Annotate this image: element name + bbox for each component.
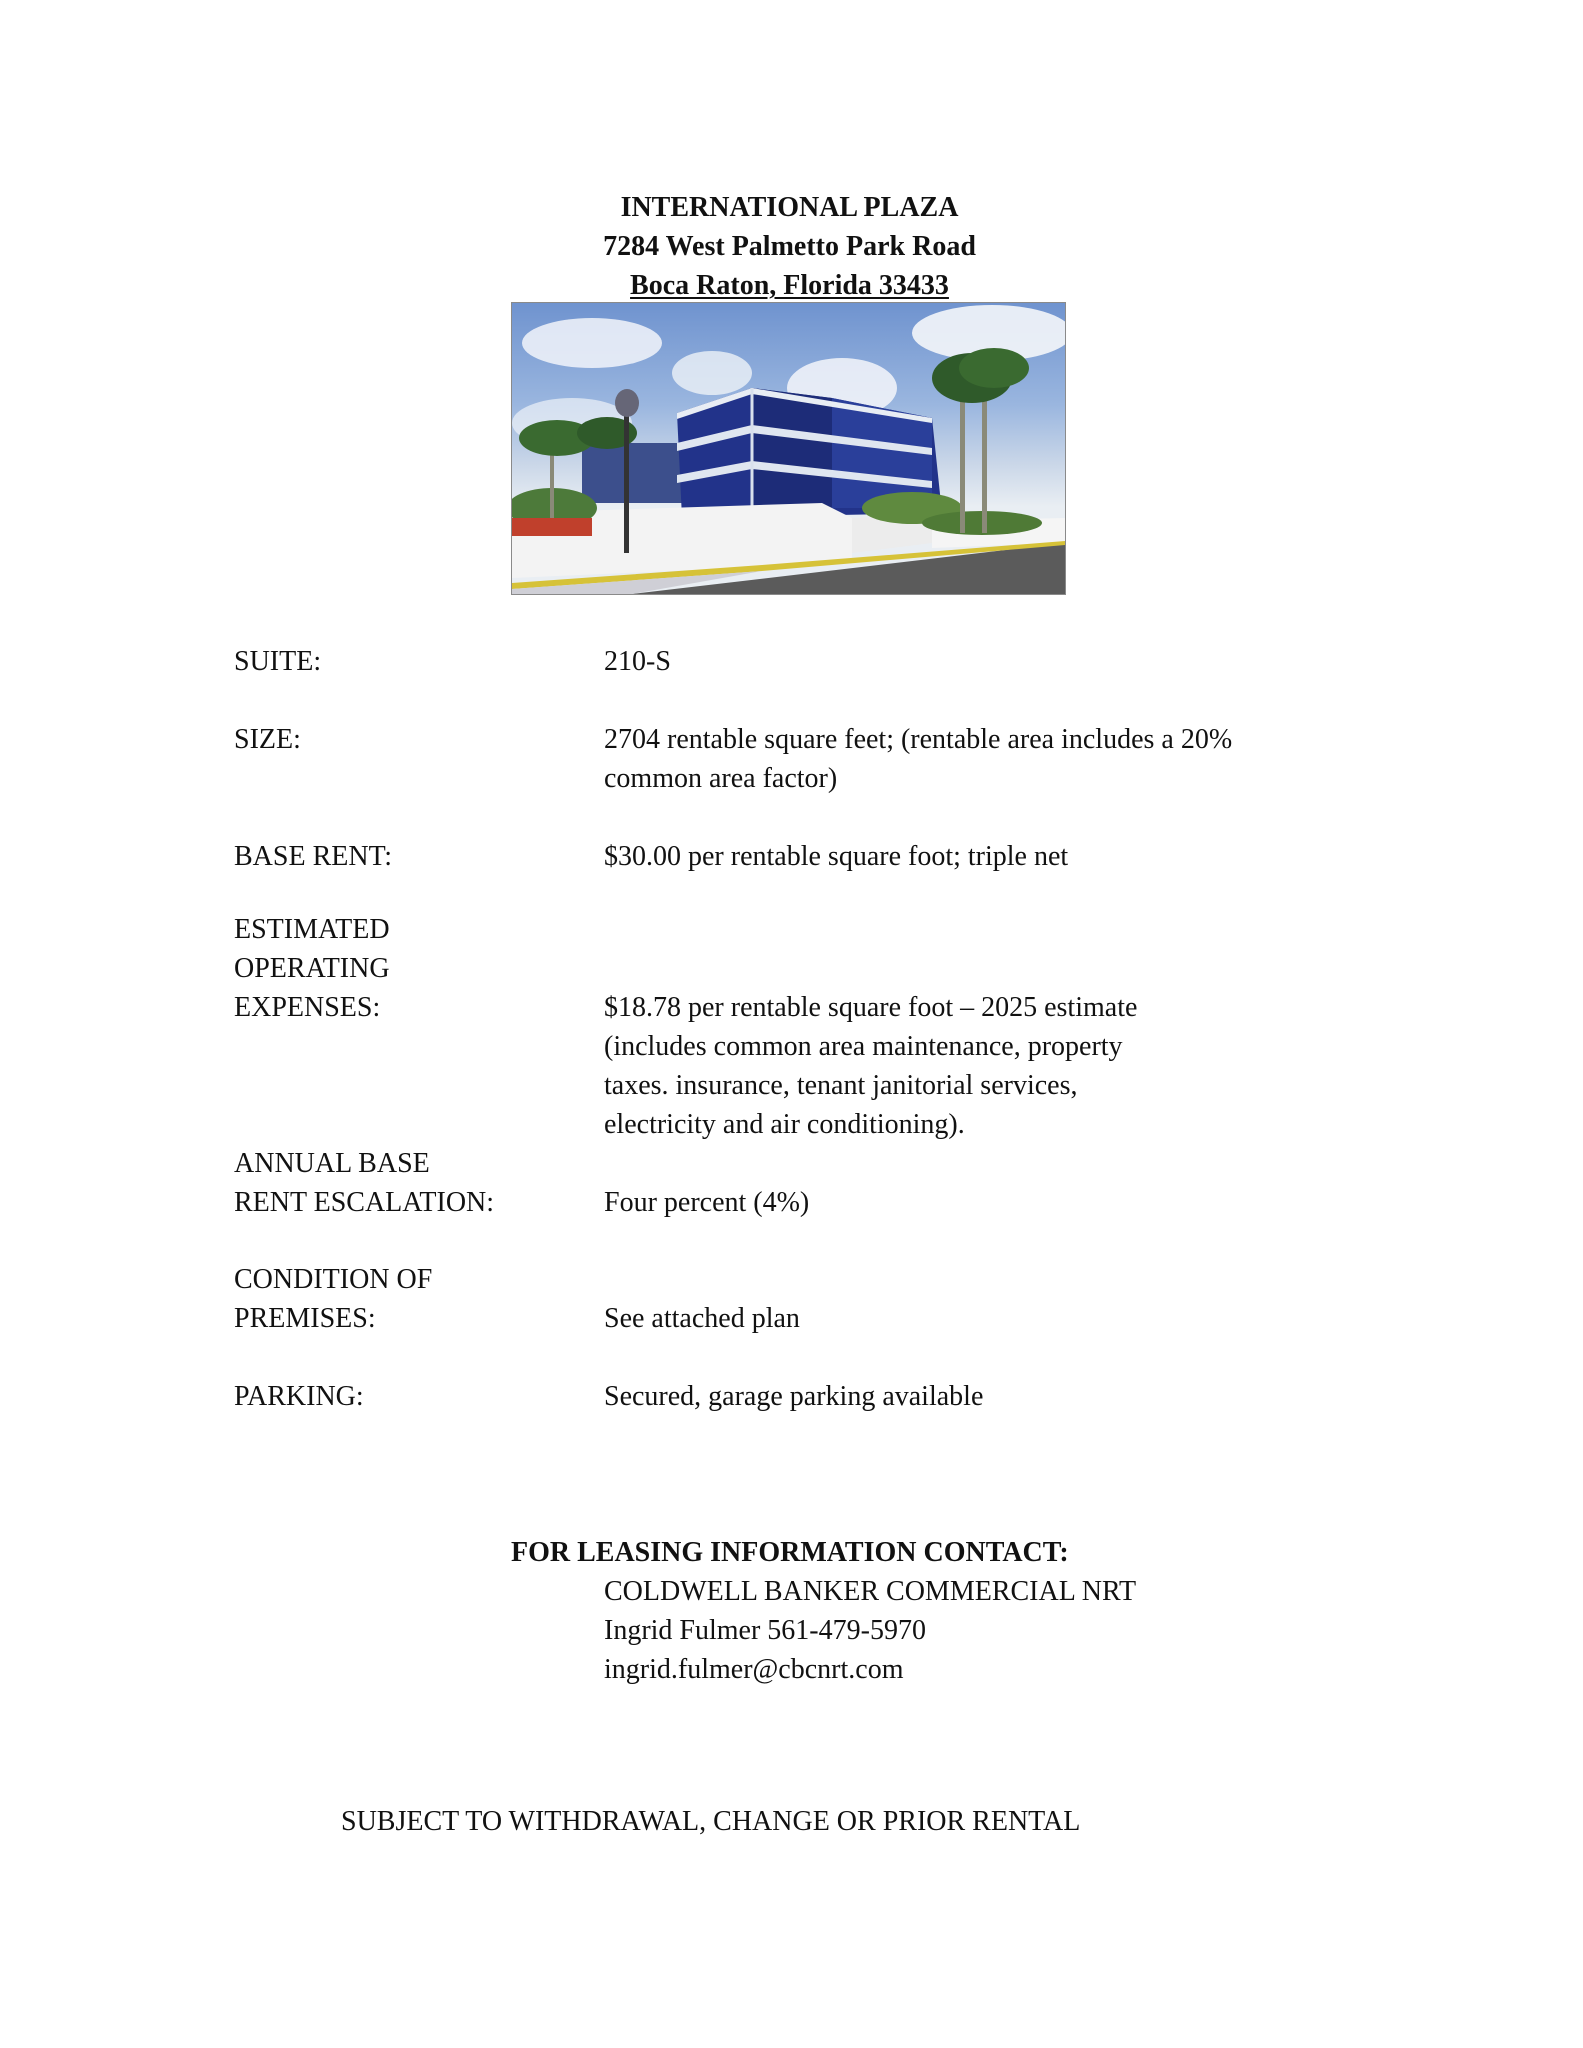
condition-value: See attached plan	[604, 1303, 800, 1334]
operating-expenses-value-line-3: taxes. insurance, tenant janitorial services,	[604, 1070, 1078, 1101]
property-header	[0, 188, 1579, 305]
base-rent-value: $30.00 per rentable square foot; triple net	[604, 841, 1069, 872]
operating-expenses-label-line-1: ESTIMATED	[234, 914, 390, 945]
property-title: INTERNATIONAL PLAZA	[620, 192, 959, 223]
condition-label-line-1: CONDITION OF	[234, 1264, 433, 1295]
property-city-line: Boca Raton, Florida 33433	[630, 270, 949, 301]
building-photo	[511, 302, 1066, 595]
size-value-line-2: common area factor)	[604, 763, 838, 794]
escalation-label-line-2: RENT ESCALATION:	[234, 1187, 495, 1218]
base-rent-label: BASE RENT:	[234, 841, 393, 872]
contact-heading: FOR LEASING INFORMATION CONTACT:	[511, 1537, 1069, 1568]
parking-value: Secured, garage parking available	[604, 1381, 984, 1412]
disclaimer: SUBJECT TO WITHDRAWAL, CHANGE OR PRIOR RENTAL	[341, 1806, 1081, 1837]
suite-label: SUITE:	[234, 646, 322, 677]
parking-label: PARKING:	[234, 1381, 364, 1412]
operating-expenses-value-line-4: electricity and air conditioning).	[604, 1109, 965, 1140]
condition-label-line-2: PREMISES:	[234, 1303, 376, 1334]
contact-agent: Ingrid Fulmer 561-479-5970	[604, 1615, 926, 1646]
operating-expenses-value-line-2: (includes common area maintenance, property	[604, 1031, 1123, 1062]
size-value-line-1: 2704 rentable square feet; (rentable area includes a 20%	[604, 724, 1233, 755]
size-label: SIZE:	[234, 724, 301, 755]
contact-email[interactable]: ingrid.fulmer@cbcnrt.com	[604, 1654, 904, 1685]
operating-expenses-label-line-3: EXPENSES:	[234, 992, 381, 1023]
operating-expenses-value-line-1: $18.78 per rentable square foot – 2025 estimate	[604, 992, 1138, 1023]
contact-company: COLDWELL BANKER COMMERCIAL NRT	[604, 1576, 1137, 1607]
suite-value: 210-S	[604, 646, 671, 677]
escalation-value: Four percent (4%)	[604, 1187, 810, 1218]
operating-expenses-label-line-2: OPERATING	[234, 953, 390, 984]
property-address: 7284 West Palmetto Park Road	[603, 231, 976, 262]
escalation-label-line-1: ANNUAL BASE	[234, 1148, 430, 1179]
